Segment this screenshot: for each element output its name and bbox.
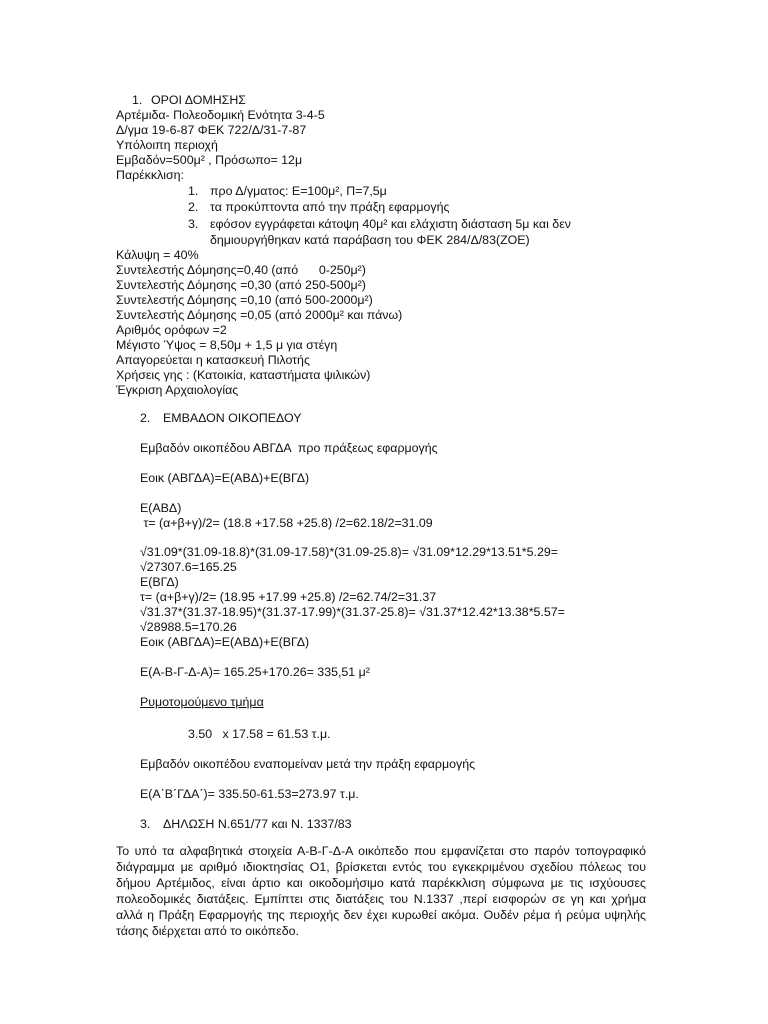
- exception-number: 2.: [188, 200, 199, 214]
- text-line: Αρτέμιδα- Πολεοδομική Ενότητα 3-4-5: [116, 108, 325, 122]
- triangle-abd-heron: √31.09*(31.09-18.8)*(31.09-17.58)*(31.09-25.8)= √31.09*12.29*13.51*5.29=: [140, 545, 558, 559]
- triangle-abd-semiperimeter: τ= (α+β+γ)/2= (18.8 +17.58 +25.8) /2=62.18/2=31.09: [140, 516, 433, 530]
- regulated-section-heading: Ρυμοτομούμενο τμήμα: [140, 695, 264, 709]
- area-intro: Εμβαδόν οικοπέδου ΑΒΓΔΑ προ πράξεως εφαρμογής: [140, 441, 438, 455]
- exception-text: προ Δ/γματος: Ε=100μ², Π=7,5μ: [210, 184, 387, 198]
- regulated-section-calc: 3.50 x 17.58 = 61.53 τ.μ.: [188, 727, 331, 741]
- term-line: Συντελεστής Δόμησης =0,30 (από 250-500μ²): [116, 278, 366, 292]
- section3-number: 3.: [140, 817, 151, 831]
- text-line: Εμβαδόν=500μ² , Πρόσωπο= 12μ: [116, 153, 303, 167]
- section2-number: 2.: [140, 411, 151, 425]
- exception-number: 1.: [188, 184, 199, 198]
- term-line: Συντελεστής Δόμησης =0,05 (από 2000μ² και πάνω): [116, 308, 403, 322]
- triangle-abd-label: Ε(ΑΒΔ): [140, 501, 182, 515]
- triangle-abd-result: √27307.6=165.25: [140, 560, 237, 574]
- section1-heading: ΟΡΟΙ ΔΟΜΗΣΗΣ: [151, 93, 246, 107]
- term-line: Απαγορεύεται η κατασκευή Πιλοτής: [116, 353, 310, 367]
- triangle-bgd-label: Ε(ΒΓΔ): [140, 575, 179, 589]
- section2-heading: ΕΜΒΑΔΟΝ ΟΙΚΟΠΕΔΟΥ: [163, 411, 302, 425]
- exception-number: 3.: [188, 217, 199, 231]
- text-line: Υπόλοιπη περιοχή: [116, 138, 218, 152]
- term-line: Χρήσεις γης : (Κατοικία, καταστήματα ψιλικών): [116, 368, 371, 382]
- section1-number: 1.: [132, 93, 143, 107]
- triangle-bgd-result: √28988.5=170.26: [140, 620, 237, 634]
- area-formula: Εοικ (ΑΒΓΔΑ)=Ε(ΑΒΔ)+Ε(ΒΓΔ): [140, 471, 310, 485]
- triangle-bgd-heron: √31.37*(31.37-18.95)*(31.37-17.99)*(31.37-25.8)= √31.37*12.42*13.38*5.57=: [140, 605, 565, 619]
- total-area: Ε(Α-Β-Γ-Δ-Α)= 165.25+170.26= 335,51 μ²: [140, 665, 370, 679]
- term-line: Μέγιστο Ύψος = 8,50μ + 1,5 μ για στέγη: [116, 338, 338, 352]
- term-line: Συντελεστής Δόμησης=0,40 (από 0-250μ²): [116, 263, 366, 277]
- area-formula: Εοικ (ΑΒΓΔΑ)=Ε(ΑΒΔ)+Ε(ΒΓΔ): [140, 635, 310, 649]
- declaration-paragraph: Το υπό τα αλφαβητικά στοιχεία Α-Β-Γ-Δ-Α οικόπεδο που εμφανίζεται στο παρόν τοπογραφικό διάγραμμα με αριθμό ιδιοκτησίας Ο1, βρίσκεται εντός του εγκεκριμένου σχεδίου πόλεως του δήμου Αρτέμιδος, είναι άρτιο και οικοδομήσιμο κατά παρέκκλιση σύμφωνα με τις ισχύουσες πολεοδομικές διατάξεις. Εμπίπτει στις διατάξεις του Ν.1337 ,περί εισφορών σε γη και χρήμα αλλά η Πράξη Εφαρμογής της περιοχής δεν έχει κυρωθεί ακόμα. Ουδέν ρέμα ή ρεύμα υψηλής τάσης διέρχεται από το οικόπεδο.: [116, 844, 646, 938]
- term-line: Συντελεστής Δόμησης =0,10 (από 500-2000μ²): [116, 293, 373, 307]
- exception-text: τα προκύπτοντα από την πράξη εφαρμογής: [210, 200, 450, 214]
- section3-heading: ΔΗΛΩΣΗ Ν.651/77 και Ν. 1337/83: [163, 817, 352, 831]
- remaining-area-calc: Ε(Α΄Β΄ΓΔΑ΄)= 335.50-61.53=273.97 τ.μ.: [140, 787, 359, 801]
- exception-text: εφόσον εγγράφεται κάτοψη 40μ² και ελάχιστη διάσταση 5μ και δεν: [210, 217, 571, 231]
- term-line: Κάλυψη = 40%: [116, 248, 199, 262]
- text-line: Δ/γμα 19-6-87 ΦΕΚ 722/Δ/31-7-87: [116, 123, 307, 137]
- text-line: Παρέκκλιση:: [116, 168, 185, 182]
- exception-text-continued: δημιουργήθηκαν κατά παράβαση του ΦΕΚ 284/Δ/83(ΖΟΕ): [210, 233, 530, 247]
- triangle-bgd-semiperimeter: τ= (α+β+γ)/2= (18.95 +17.99 +25.8) /2=62.74/2=31.37: [140, 590, 437, 604]
- term-line: Αριθμός ορόφων =2: [116, 323, 227, 337]
- remaining-area-intro: Εμβαδόν οικοπέδου εναπομείναν μετά την πράξη εφαρμογής: [140, 757, 476, 771]
- term-line: Έγκριση Αρχαιολογίας: [116, 383, 239, 397]
